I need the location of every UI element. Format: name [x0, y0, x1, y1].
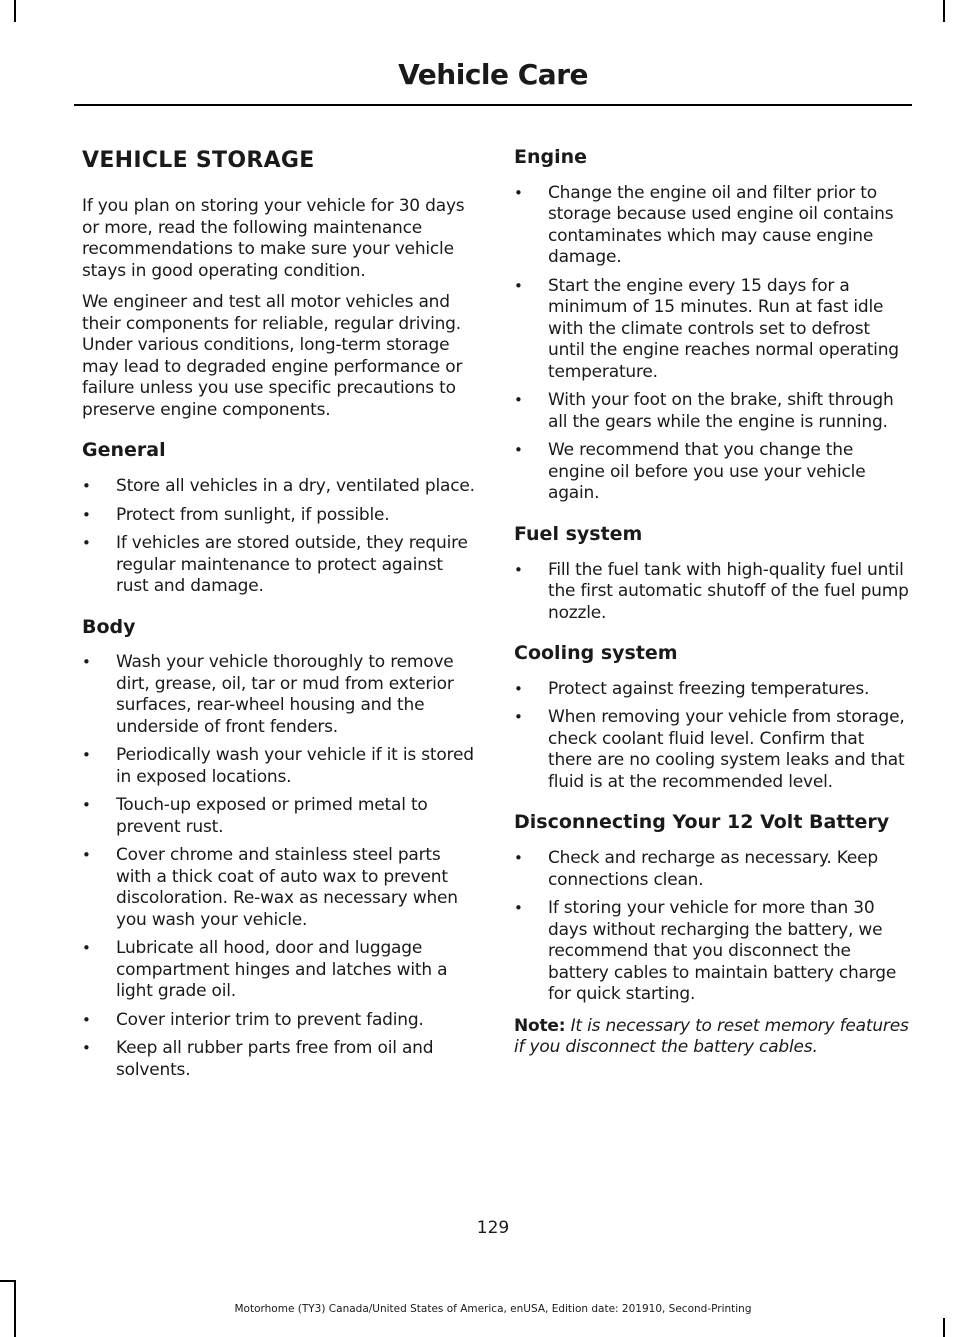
list-item: • Keep all rubber parts free from oil and solvents. — [82, 1038, 434, 1080]
fuel-list — [514, 560, 909, 625]
bullet-icon: • — [82, 939, 91, 958]
note-text: It is necessary to reset memory features if you disconnect the battery cables. — [514, 1015, 909, 1058]
intro-paragraph: If you plan on storing your vehicle for 30 days or more, read the following maintenance recommendations to make sure your vehicle stays in good operating condition. — [82, 196, 465, 281]
section-title: VEHICLE STORAGE — [82, 148, 315, 173]
list-item: • If vehicles are stored outside, they require regular maintenance to protect against rust and damage. — [82, 533, 468, 597]
list-item: • With your foot on the brake, shift through all the gears while the engine is running. — [514, 390, 894, 432]
list-item: • Protect from sunlight, if possible. — [82, 504, 390, 525]
list-item: • If storing your vehicle for more than 30 days without recharging the battery, we recommend that you disconnect the battery cables to maintain battery charge for quick starting. — [514, 898, 897, 1005]
list-item: • We recommend that you change the engine oil before you use your vehicle again. — [514, 440, 866, 504]
subsection-title-general: General — [82, 439, 166, 462]
bullet-icon: • — [82, 746, 91, 765]
bullet-icon: • — [82, 653, 91, 672]
list-item: • When removing your vehicle from storage, check coolant fluid level. Confirm that there are no cooling system leaks and that fluid is at the recommended level. — [514, 707, 905, 792]
list-item: • Periodically wash your vehicle if it is stored in exposed locations. — [82, 745, 474, 787]
page-header-title: Vehicle Care — [398, 58, 588, 91]
bullet-icon: • — [514, 183, 523, 202]
list-item: • Touch-up exposed or primed metal to prevent rust. — [82, 795, 428, 837]
bullet-icon: • — [514, 560, 523, 579]
battery-list — [514, 848, 909, 1006]
subsection-title-engine: Engine — [514, 146, 588, 168]
crop-mark-top-left — [14, 0, 16, 22]
intro-paragraph: We engineer and test all motor vehicles and their components for reliable, regular driving. Under various conditions, long-term storage may lead to degraded engine performance or failure unless you use specific precautions to preserve engine components. — [82, 292, 463, 420]
bullet-icon: • — [514, 899, 523, 918]
body-list — [82, 652, 477, 1081]
bullet-icon: • — [514, 276, 523, 295]
list-item: • Cover interior trim to prevent fading. — [82, 1009, 424, 1030]
left-column — [82, 140, 477, 1088]
list-item: • Change the engine oil and filter prior to storage because used engine oil contains contaminates which may cause engine damage. — [514, 182, 894, 268]
bullet-icon: • — [514, 679, 523, 698]
list-item: • Cover chrome and stainless steel parts with a thick coat of auto wax to prevent discoloration. Re-wax as necessary when you wash your vehicle. — [82, 845, 458, 930]
subsection-title-body: Body — [82, 615, 136, 638]
crop-mark-bottom-left-h — [0, 1280, 16, 1282]
bullet-icon: • — [82, 1039, 91, 1058]
header-rule — [74, 104, 912, 106]
list-item: • Check and recharge as necessary. Keep connections clean. — [514, 848, 878, 890]
note — [514, 1016, 909, 1059]
list-item: • Lubricate all hood, door and luggage compartment hinges and latches with a light grade oil. — [82, 938, 448, 1002]
subsection-title-cooling: Cooling system — [514, 642, 678, 665]
note-label: Note: — [514, 1015, 566, 1036]
subsection-title-fuel: Fuel system — [514, 522, 643, 545]
list-item: • Fill the fuel tank with high-quality fuel until the first automatic shutoff of the fuel pump nozzle. — [514, 559, 909, 623]
page-footer: Motorhome (TY3) Canada/United States of America, enUSA, Edition date: 201910, Second-Printing — [234, 1303, 752, 1315]
crop-mark-top-right — [943, 0, 945, 22]
cooling-list — [514, 679, 909, 794]
bullet-icon: • — [82, 796, 91, 815]
list-item: • Store all vehicles in a dry, ventilated place. — [82, 476, 475, 497]
subsection-title-battery: Disconnecting Your 12 Volt Battery — [514, 811, 890, 834]
list-item: • Start the engine every 15 days for a minimum of 15 minutes. Run at fast idle with the climate controls set to defrost until the engine reaches normal operating temperature. — [514, 275, 899, 382]
list-item: • Wash your vehicle thoroughly to remove dirt, grease, oil, tar or mud from exterior surfaces, rear-wheel housing and the underside of front fenders. — [82, 652, 454, 737]
bullet-icon: • — [82, 846, 91, 865]
bullet-icon: • — [514, 849, 523, 868]
right-column — [514, 140, 909, 1059]
bullet-icon: • — [514, 708, 523, 727]
bullet-icon: • — [82, 477, 91, 496]
page-number: 129 — [476, 1218, 510, 1238]
bullet-icon: • — [82, 505, 91, 524]
bullet-icon: • — [514, 441, 523, 460]
bullet-icon: • — [514, 391, 523, 410]
list-item: • Protect against freezing temperatures. — [514, 678, 870, 699]
bullet-icon: • — [82, 1010, 91, 1029]
engine-list — [514, 183, 909, 505]
general-list — [82, 476, 477, 598]
crop-mark-bottom-right — [943, 1318, 945, 1337]
bullet-icon: • — [82, 534, 91, 553]
